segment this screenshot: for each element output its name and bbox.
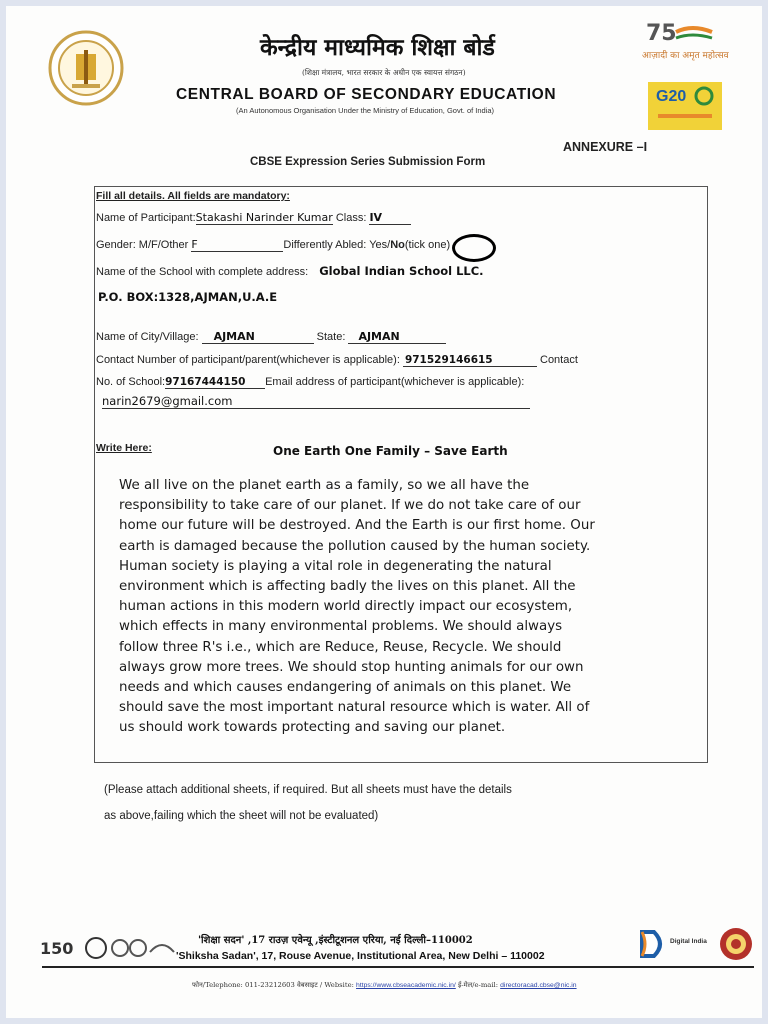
email-label: Email address of participant(whichever is applicable): (265, 376, 525, 388)
footer-contact-row (192, 980, 577, 989)
hindi-title: केन्द्रीय माध्यमिक शिक्षा बोर्ड (260, 34, 495, 61)
g20-text: G20 (656, 88, 687, 105)
email-row (102, 394, 530, 409)
azadi-text: आज़ादी का अमृत महोत्सव (642, 51, 729, 61)
participant-label: Name of Participant: (96, 212, 196, 224)
school-label: Name of the School with complete address: (96, 266, 309, 278)
emblem-logo-icon (718, 926, 754, 962)
hindi-subtitle: (शिक्षा मंत्रालय, भारत सरकार के अधीन एक स्वायत्त संगठन) (302, 68, 466, 77)
document-page (6, 6, 762, 1018)
note-line-2: as above,failing which the sheet will not be evaluated) (104, 810, 379, 822)
school-row (96, 264, 484, 278)
footer-hindi-address: 'शिक्षा सदन' ,17 राउज़ एवेन्यू ,इंस्टीटूशनल एरिया, नई दिल्ली–110002 (198, 935, 473, 946)
contact-value: 971529146615 (403, 354, 537, 367)
participant-value: Stakashi Narinder Kumar (195, 211, 333, 224)
participant-row (96, 211, 411, 225)
contact-row (96, 354, 578, 367)
form-instruction: Fill all details. All fields are mandatory: (96, 190, 290, 202)
city-value: AJMAN (202, 330, 314, 344)
abled-suffix: (tick one) (404, 239, 451, 251)
footer-logos-left-icon (38, 932, 178, 966)
gender-label: Gender: M/F/Other (96, 239, 189, 251)
cbse-logo-icon (48, 30, 124, 106)
annexure-label: ANNEXURE –I (563, 140, 648, 154)
contact-label2: Contact (540, 354, 578, 366)
footer-english-address: 'Shiksha Sadan', 17, Rouse Avenue, Institutional Area, New Delhi – 110002 (176, 950, 545, 962)
footer-divider (42, 966, 754, 968)
contact-label: Contact Number of participant/parent(whichever is applicable): (96, 354, 400, 366)
digital-india-text: Digital India (670, 938, 707, 945)
abled-label: Differently Abled: Yes/ (283, 239, 391, 251)
svg-text:150: 150 (40, 939, 74, 958)
state-value: AJMAN (348, 330, 446, 344)
abled-value: No (390, 239, 405, 251)
city-label: Name of City/Village: (96, 331, 199, 343)
footer-contact-prefix: फोन/Telephone: 011-23212603 वेबसाइट / Website: (192, 981, 357, 989)
essay-title: One Earth One Family – Save Earth (273, 444, 508, 458)
school-no-value: 97167444150 (165, 376, 265, 389)
english-title: CENTRAL BOARD OF SECONDARY EDUCATION (176, 86, 557, 103)
write-here-label: Write Here: (96, 442, 152, 454)
svg-text:75: 75 (646, 21, 677, 46)
g20-logo-icon (648, 82, 722, 130)
footer-website-link[interactable]: https://www.cbseacademic.nic.in/ (356, 982, 456, 989)
gender-value: F (191, 238, 283, 252)
gender-row (96, 238, 450, 252)
form-title: CBSE Expression Series Submission Form (250, 156, 486, 168)
essay-text: We all live on the planet earth as a family, so we all have the responsibility to take care of our planet. If we do not take care of our home our future will be destroyed. And the Earth is our first home. Our earth is damaged because the pollution caused by the human society. Human society is playing a vital role in degenerating the natural environment which is affecting badly the lives on this planet. All the human actions in this modern world directly impact our ecosystem, which effects in many environmental problems. We should always follow three R's i.e., which are Reduce, Reuse, Recycle. We should always grow more trees. We should stop hunting animals for our own needs and which causes endangering of animals on this planet. We should save the most important natural resource which is water. All of us should work towards protecting and saving our planet. (119, 478, 595, 736)
class-value: IV (369, 211, 411, 225)
school-value: Global Indian School LLC. (319, 264, 484, 278)
city-row (96, 330, 446, 344)
footer-email-prefix: ई-मेल/e-mail: (455, 981, 501, 989)
email-value: narin2679@gmail.com (102, 394, 530, 409)
class-label: Class: (335, 212, 367, 224)
english-subtitle: (An Autonomous Organisation Under the Ministry of Education, Govt. of India) (236, 106, 495, 115)
note-line-1: (Please attach additional sheets, if required. But all sheets must have the details (104, 784, 512, 796)
digital-india-logo-icon (638, 928, 707, 960)
footer-email-link[interactable]: directoracad.cbse@nic.in (500, 982, 577, 989)
school-no-label: No. of School: (96, 376, 166, 388)
no-selection-circle (452, 234, 496, 262)
state-label: State: (316, 331, 346, 343)
address-value: P.O. BOX:1328,AJMAN,U.A.E (98, 290, 278, 304)
school-no-row (96, 376, 524, 389)
